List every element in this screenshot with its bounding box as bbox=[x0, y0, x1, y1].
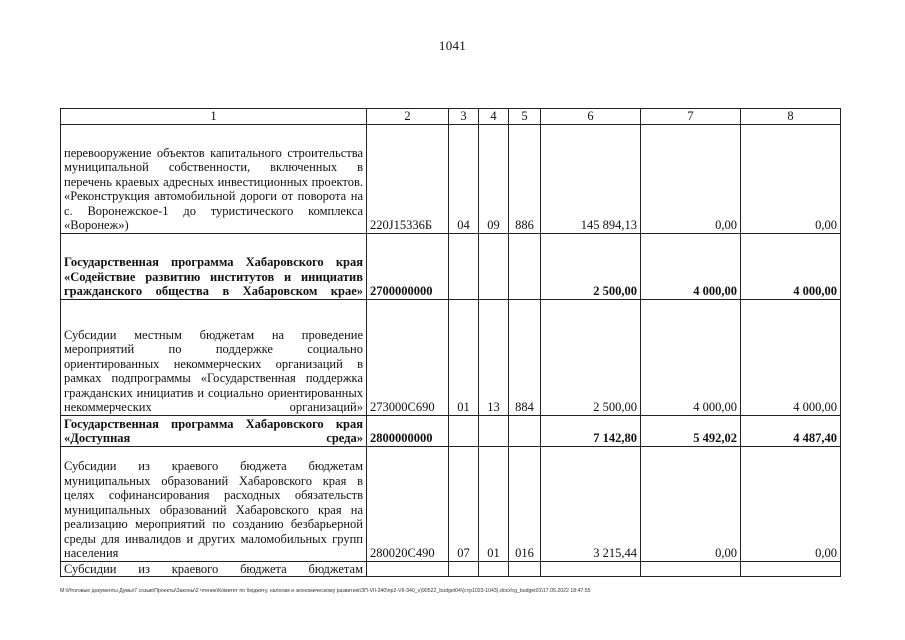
row-value-col8: 0,00 bbox=[741, 446, 841, 561]
table-row bbox=[61, 415, 841, 446]
row-value-col6: 2 500,00 bbox=[541, 233, 641, 299]
row-code: 2800000000 bbox=[367, 415, 449, 446]
row-value-col6: 3 215,44 bbox=[541, 446, 641, 561]
page-number: 1041 bbox=[438, 38, 467, 53]
row-expense-type: 016 bbox=[509, 446, 541, 561]
row-description: Субсидии из краевого бюджета бюджетам bbox=[61, 561, 367, 577]
row-code: 273000С690 bbox=[367, 299, 449, 415]
column-header: 7 bbox=[641, 109, 741, 125]
table-row bbox=[61, 446, 841, 561]
table-row bbox=[61, 561, 841, 577]
row-value-col8: 0,00 bbox=[741, 124, 841, 233]
column-header: 4 bbox=[479, 109, 509, 125]
table-row bbox=[61, 233, 841, 299]
row-expense-type: 886 bbox=[509, 124, 541, 233]
row-subsection bbox=[479, 561, 509, 577]
row-value-col7: 5 492,02 bbox=[641, 415, 741, 446]
row-subsection: 01 bbox=[479, 446, 509, 561]
row-value-col7: 4 000,00 bbox=[641, 299, 741, 415]
row-description: Субсидии местным бюджетам на проведение мероприятий по поддержке социально ориентированных некоммерческих организаций в рамках подпрограммы «Государственная поддержка гражданских инициатив и социально ориентированных некоммерческих организаций» bbox=[61, 299, 367, 415]
column-header: 5 bbox=[509, 109, 541, 125]
column-header: 1 bbox=[61, 109, 367, 125]
row-section: 01 bbox=[449, 299, 479, 415]
row-value-col7: 0,00 bbox=[641, 446, 741, 561]
column-header: 2 bbox=[367, 109, 449, 125]
row-subsection: 13 bbox=[479, 299, 509, 415]
row-description: Государственная программа Хабаровского края «Доступная среда» bbox=[61, 415, 367, 446]
row-value-col6: 145 894,13 bbox=[541, 124, 641, 233]
row-code: 220J15336Б bbox=[367, 124, 449, 233]
row-code: 280020С490 bbox=[367, 446, 449, 561]
row-value-col8: 4 000,00 bbox=[741, 233, 841, 299]
row-section bbox=[449, 233, 479, 299]
row-value-col7: 4 000,00 bbox=[641, 233, 741, 299]
row-subsection bbox=[479, 233, 509, 299]
row-section: 07 bbox=[449, 446, 479, 561]
table-row bbox=[61, 124, 841, 233]
row-value-col7 bbox=[641, 561, 741, 577]
row-code: 2700000000 bbox=[367, 233, 449, 299]
row-expense-type: 884 bbox=[509, 299, 541, 415]
row-expense-type bbox=[509, 233, 541, 299]
row-value-col6: 7 142,80 bbox=[541, 415, 641, 446]
file-path-footer: M:\Итоговые документы Думы\7 созыв\Проекты\Законы\2 чтение\Комитет по бюджету, налогам и экономическому развитию\ЗП-VII-340\пр2-VII-340_v)90522_budget04\(стр1023-1043).docx\rg_budget01\17.05.2022 18:47:55 bbox=[60, 588, 591, 594]
row-section: 04 bbox=[449, 124, 479, 233]
row-value-col7: 0,00 bbox=[641, 124, 741, 233]
table-header-row bbox=[61, 109, 841, 125]
column-header: 3 bbox=[449, 109, 479, 125]
row-section bbox=[449, 561, 479, 577]
row-value-col8: 4 000,00 bbox=[741, 299, 841, 415]
table-row bbox=[61, 299, 841, 415]
row-value-col6 bbox=[541, 561, 641, 577]
row-value-col8: 4 487,40 bbox=[741, 415, 841, 446]
row-value-col8 bbox=[741, 561, 841, 577]
row-description: Государственная программа Хабаровского края «Содействие развитию институтов и инициатив гражданского общества в Хабаровском крае» bbox=[61, 233, 367, 299]
row-expense-type bbox=[509, 561, 541, 577]
row-subsection bbox=[479, 415, 509, 446]
row-description: Субсидии из краевого бюджета бюджетам муниципальных образований Хабаровского края в целях софинансирования расходных обязательств муниципальных образований Хабаровского края на реализацию мероприятий по созданию безбарьерной среды для инвалидов и других маломобильных групп населения bbox=[61, 446, 367, 561]
row-value-col6: 2 500,00 bbox=[541, 299, 641, 415]
row-section bbox=[449, 415, 479, 446]
budget-table bbox=[60, 108, 841, 577]
row-code bbox=[367, 561, 449, 577]
column-header: 6 bbox=[541, 109, 641, 125]
row-expense-type bbox=[509, 415, 541, 446]
row-description: перевооружение объектов капитального строительства муниципальной собственности, включенных в перечень краевых адресных инвестиционных проектов. «Реконструкция автомобильной дороги от поворота на с. Воронежское-1 до туристического комплекса «Воронеж») bbox=[61, 124, 367, 233]
column-header: 8 bbox=[741, 109, 841, 125]
row-subsection: 09 bbox=[479, 124, 509, 233]
